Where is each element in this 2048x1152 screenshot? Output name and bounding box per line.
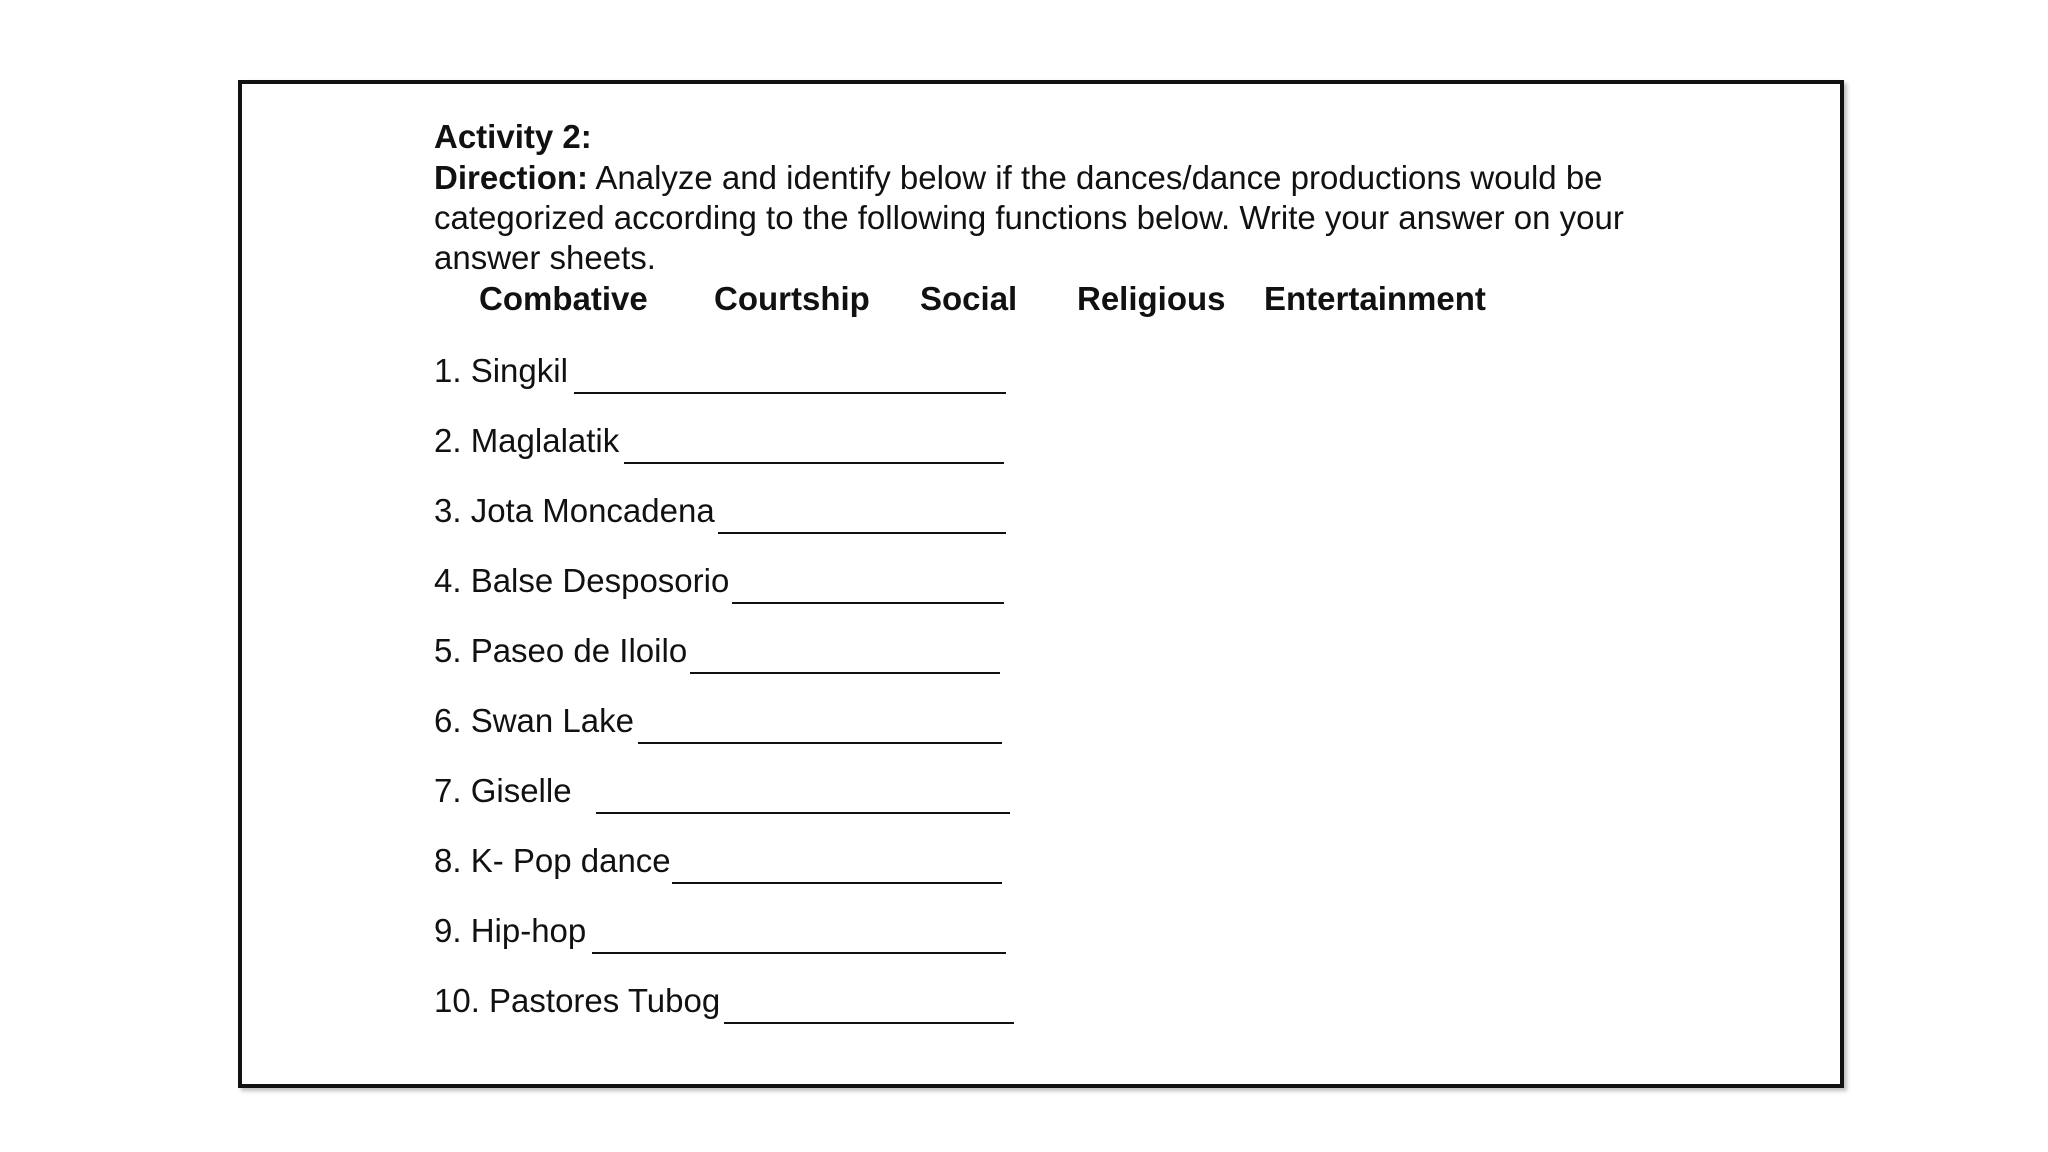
answer-blank[interactable] bbox=[624, 462, 1004, 464]
category-social: Social bbox=[920, 280, 1018, 317]
item-label: 6. Swan Lake bbox=[434, 702, 634, 739]
item-label: 1. Singkil bbox=[434, 352, 568, 389]
direction-paragraph bbox=[434, 158, 1674, 278]
item-label: 8. K- Pop dance bbox=[434, 842, 671, 879]
category-list bbox=[434, 280, 1634, 320]
item-label: 5. Paseo de Iloilo bbox=[434, 632, 688, 669]
item-label: 2. Maglalatik bbox=[434, 422, 620, 459]
answer-blank[interactable] bbox=[638, 742, 1002, 744]
answer-blank[interactable] bbox=[672, 882, 1002, 884]
category-combative: Combative bbox=[479, 280, 648, 317]
category-entertainment: Entertainment bbox=[1264, 280, 1486, 317]
item-label: 4. Balse Desposorio bbox=[434, 562, 730, 599]
item-label: 3. Jota Moncadena bbox=[434, 492, 715, 529]
answer-blank[interactable] bbox=[732, 602, 1004, 604]
answer-blank[interactable] bbox=[574, 392, 1006, 394]
item-label: 9. Hip-hop bbox=[434, 912, 587, 949]
answer-blank[interactable] bbox=[724, 1022, 1014, 1024]
category-courtship: Courtship bbox=[714, 280, 870, 317]
answer-blank[interactable] bbox=[592, 952, 1006, 954]
activity-title: Activity 2: bbox=[434, 118, 592, 155]
item-label: 7. Giselle bbox=[434, 772, 572, 809]
direction-text: Analyze and identify below if the dances/dance productions would be categorized according to the following functions below. Write your answer on your answer sheets. bbox=[434, 159, 1624, 276]
item-label: 10. Pastores Tubog bbox=[434, 982, 721, 1019]
answer-blank[interactable] bbox=[596, 812, 1010, 814]
answer-blank[interactable] bbox=[690, 672, 1000, 674]
answer-blank[interactable] bbox=[718, 532, 1006, 534]
direction-label: Direction: bbox=[434, 159, 589, 196]
category-religious: Religious bbox=[1077, 280, 1226, 317]
